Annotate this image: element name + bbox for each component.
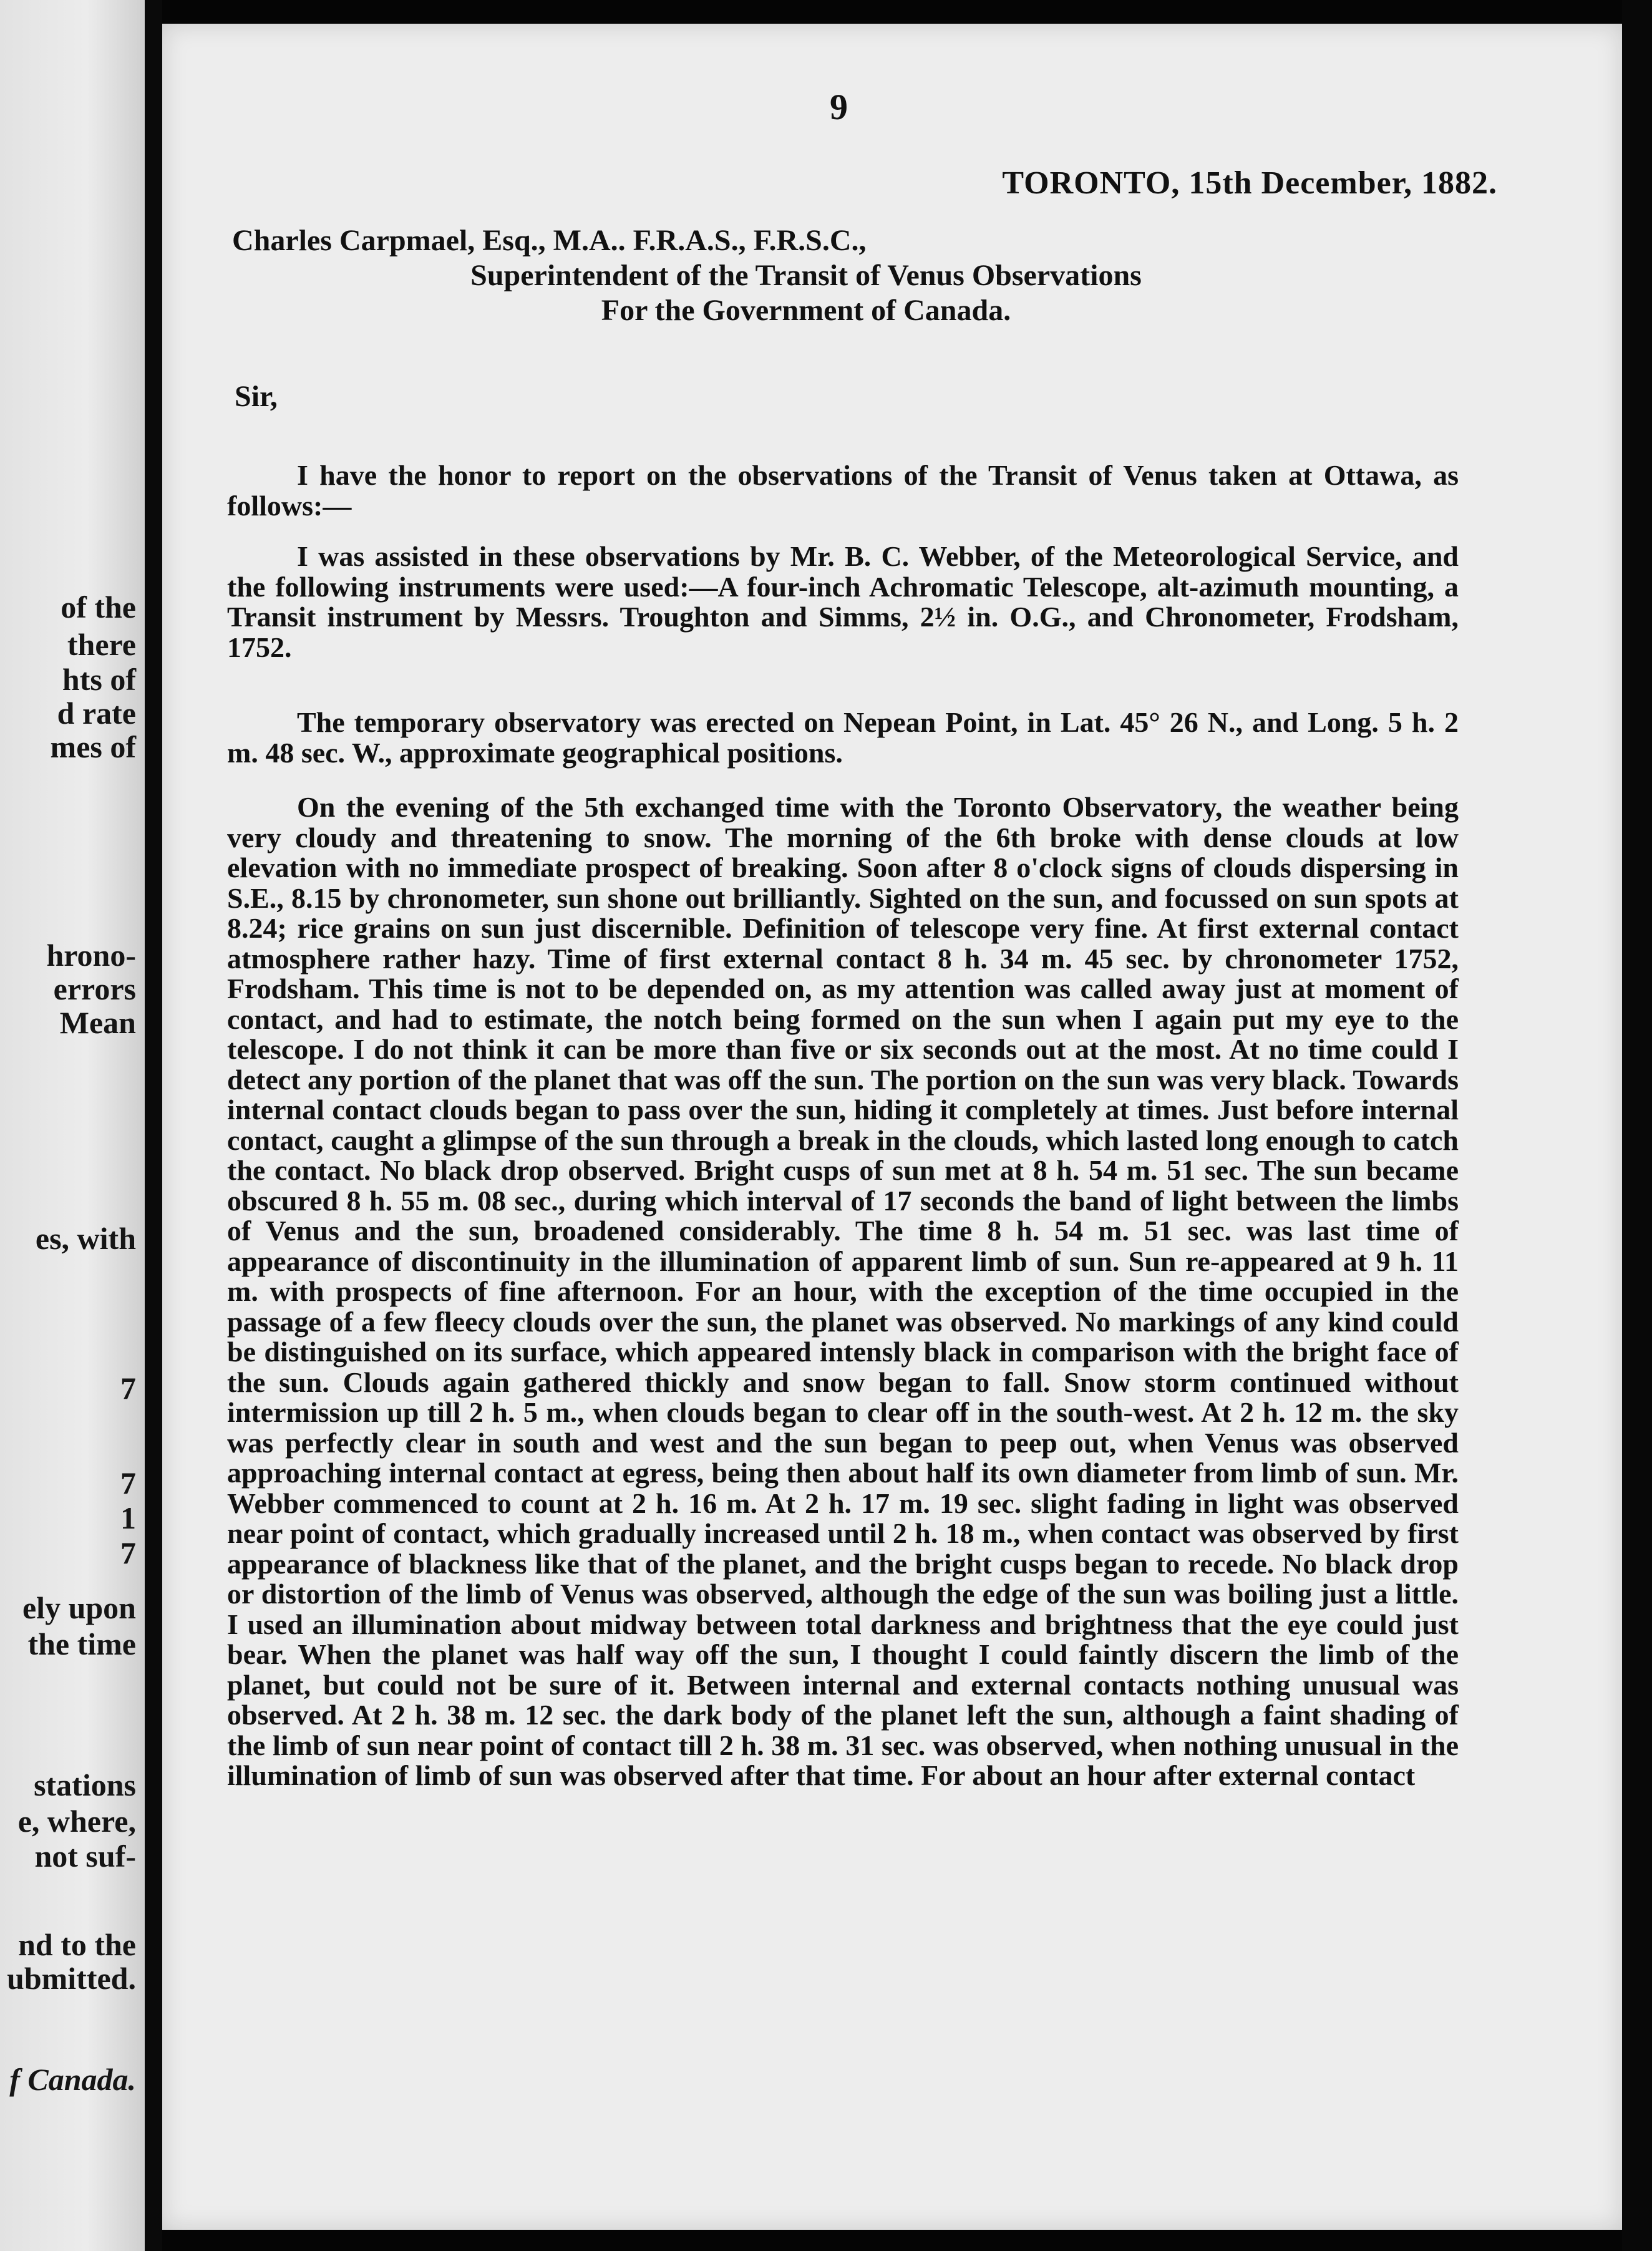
facing-page-text: nd to the <box>18 1927 136 1962</box>
paragraph: I was assisted in these observations by Mr. B. C. Webber, of the Meteorological Service, and the following instruments were used:—A four-inch Achromatic Telescope, alt-azimuth mounting, a Transit instrument by Messrs. Troughton and Simms, 2½ in. O.G., and Chronometer, Frodsham, 1752. <box>227 540 1459 663</box>
facing-page-text: 7 <box>120 1535 136 1570</box>
facing-page-text: hts of <box>62 662 136 697</box>
facing-page-fragment <box>0 0 145 2251</box>
page-number: 9 <box>830 87 848 127</box>
facing-page-text: hrono- <box>46 938 136 973</box>
facing-page-text: mes of <box>50 729 136 764</box>
dateline: TORONTO, 15th December, 1882. <box>1002 165 1497 201</box>
paragraph: The temporary observatory was erected on Nepean Point, in Lat. 45° 26 N., and Long. 5 h. 2 m. 48 sec. W., approximate geographical positions. <box>227 706 1459 769</box>
facing-page-text: stations <box>34 1767 136 1802</box>
facing-page-text: errors <box>53 971 136 1006</box>
paragraph: On the evening of the 5th exchanged time with the Toronto Observatory, the weather being very cloudy and threatening to snow. The morning of the 6th broke with dense clouds at low elevation with no immediate prospect of breaking. Soon after 8 o'clock signs of clouds dispersing in S.E., 8.15 by chronometer, sun shone out brilliantly. Sighted on the sun, and focussed on sun spots at 8.24; rice grains on sun just discernible. Definition of telescope very fine. At first external contact atmosphere rather hazy. Time of first external contact 8 h. 34 m. 45 sec. by chronometer 1752, Frodsham. This time is not to be depended on, as my attention was called away just at moment of contact, and had to estimate, the notch being formed on the sun when I again put my eye to the telescope. I do not think it can be more than five or six seconds out at the most. At no time could I detect any portion of the planet that was off the sun. The portion on the sun was very black. Towards internal contact clouds began to pass over the sun, hiding it completely at times. Just before internal contact, caught a glimpse of the sun through a break in the clouds, which lasted long enough to catch the contact. No black drop observed. Bright cusps of sun met at 8 h. 54 m. 51 sec. The sun became obscured 8 h. 55 m. 08 sec., during which interval of 17 seconds the band of light between the limbs of Venus and the sun, broadened considerably. The time 8 h. 54 m. 51 sec. was last time of appearance of discontinuity in the illumination of apparent limb of sun. Sun re-appeared at 9 h. 11 m. with prospects of fine afternoon. For an hour, with the exception of the time occupied in the passage of a few fleecy clouds over the sun, the planet was observed. No markings of any kind could be distinguished on its surface, which appeared intensly black in comparison with the bright face of the sun. Clouds again gathered thickly and snow began to fall. Snow storm continued without intermission up till 2 h. 5 m., when clouds began to clear off in the south-west. At 2 h. 12 m. the sky was perfectly clear in south and west and the sun began to peep out, when Venus was observed approaching internal contact at egress, being then about half its own diameter from limb of sun. Mr. Webber commenced to count at 2 h. 16 m. At 2 h. 17 m. 19 sec. slight fading in light was observed near point of contact, which gradually increased until 2 h. 18 m., when contact was observed by first appearance of blackness like that of the planet, and the bright cusps began to recede. No black drop or distortion of the limb of Venus was observed, although the edge of the sun was boiling just a little. I used an illumination about midway between total darkness and brightness that the eye could just bear. When the planet was half way off the sun, I thought I could faintly discern the limb of the planet, but could not be sure of it. Between internal and external contacts nothing unusual was observed. At 2 h. 38 m. 12 sec. the dark body of the planet left the sun, although a faint shading of the limb of sun near point of contact till 2 h. 38 m. 31 sec. was observed, when nothing unusual in the illumination of limb of sun was observed after that time. For about an hour after external contact <box>227 791 1459 1791</box>
addressee-name: Charles Carpmael, Esq., M.A.. F.R.A.S., F.R.S.C., <box>232 224 867 257</box>
salutation: Sir, <box>235 380 278 413</box>
facing-page-text: 1 <box>120 1500 136 1535</box>
addressee-block <box>232 223 1305 328</box>
facing-page-text: not suf- <box>34 1839 136 1874</box>
facing-page-text: of the <box>61 590 136 625</box>
facing-page-text: Mean <box>59 1005 136 1040</box>
facing-page-text: ubmitted. <box>7 1961 136 1996</box>
facing-page-text: d rate <box>57 696 136 731</box>
facing-page-text: 7 <box>120 1371 136 1406</box>
addressee-organization: For the Government of Canada. <box>601 294 1011 327</box>
facing-page-text: f Canada. <box>9 2062 136 2097</box>
facing-page-text: es, with <box>35 1221 136 1256</box>
document-page <box>162 24 1622 2230</box>
facing-page-text: ely upon <box>22 1590 136 1625</box>
facing-page-text: 7 <box>120 1466 136 1500</box>
page-gutter <box>145 0 162 2251</box>
addressee-title: Superintendent of the Transit of Venus Observations <box>470 259 1142 292</box>
facing-page-text: e, where, <box>17 1804 136 1839</box>
facing-page-text: the time <box>27 1626 136 1661</box>
scan-edge <box>1622 0 1652 2251</box>
paragraph: I have the honor to report on the observations of the Transit of Venus taken at Ottawa, as follows:— <box>227 459 1459 522</box>
facing-page-text: there <box>67 627 136 662</box>
